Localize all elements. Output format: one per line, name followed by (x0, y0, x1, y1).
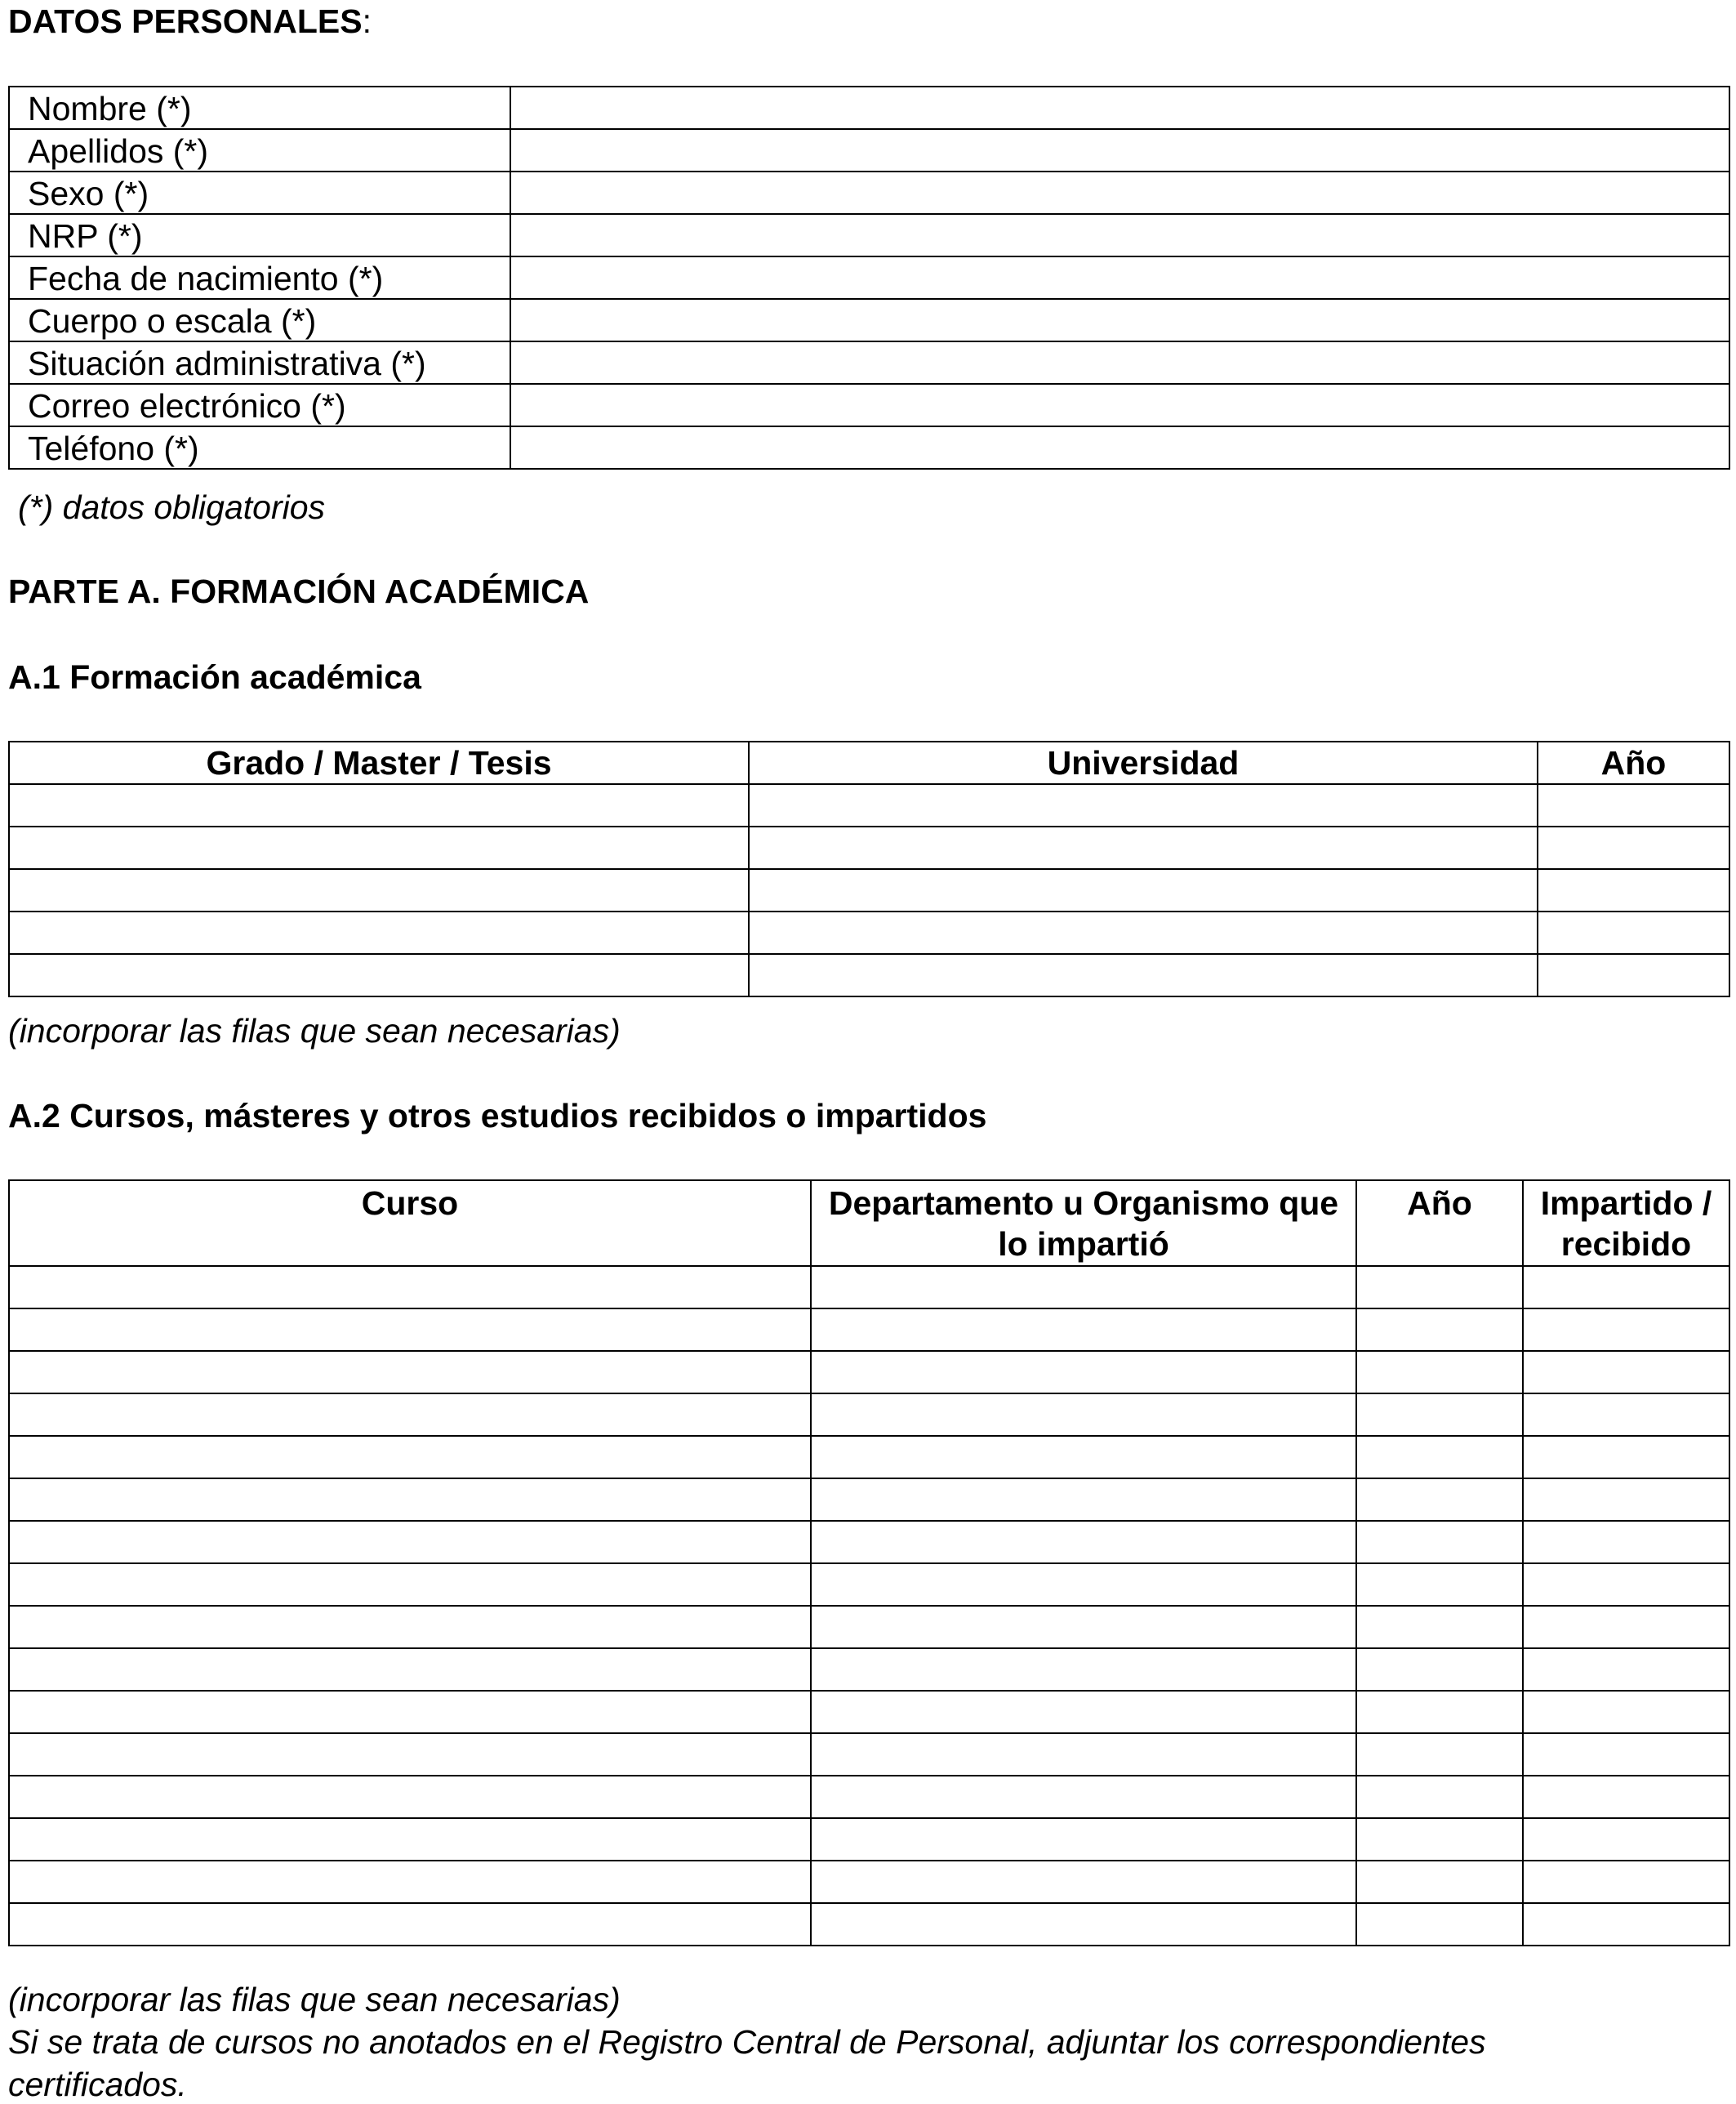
a2-cell-col4[interactable] (1523, 1478, 1729, 1521)
a1-cell-col1[interactable] (9, 784, 749, 827)
a2-cell-col3[interactable] (1356, 1861, 1523, 1903)
a2-cell-col2[interactable] (811, 1521, 1356, 1563)
a2-cell-col4[interactable] (1523, 1393, 1729, 1436)
a1-cell-col2[interactable] (749, 784, 1538, 827)
a2-col-curso: Curso (9, 1180, 811, 1266)
a2-cell-col2[interactable] (811, 1648, 1356, 1691)
field-input-fecha-nacimiento[interactable] (510, 256, 1729, 299)
a2-cell-col2[interactable] (811, 1861, 1356, 1903)
field-label-telefono: Teléfono (*) (9, 426, 510, 469)
a2-cell-col4[interactable] (1523, 1818, 1729, 1861)
field-input-situacion[interactable] (510, 341, 1729, 384)
a1-cell-col1[interactable] (9, 954, 749, 996)
field-input-nombre[interactable] (510, 87, 1729, 129)
a1-cell-col1[interactable] (9, 827, 749, 869)
a2-table-row (9, 1776, 1729, 1818)
a1-table-row (9, 869, 1729, 912)
a1-cell-col3[interactable] (1538, 954, 1729, 996)
a2-cell-col4[interactable] (1523, 1691, 1729, 1733)
personal-data-table (8, 86, 1730, 470)
a2-cell-col2[interactable] (811, 1393, 1356, 1436)
a2-table-row (9, 1563, 1729, 1606)
a1-header-row (9, 742, 1729, 784)
a1-cell-col3[interactable] (1538, 869, 1729, 912)
a2-header-row (9, 1180, 1729, 1266)
a1-cell-col1[interactable] (9, 912, 749, 954)
a2-cell-col2[interactable] (811, 1436, 1356, 1478)
a2-cell-col2[interactable] (811, 1308, 1356, 1351)
a2-table-row (9, 1733, 1729, 1776)
a1-cell-col2[interactable] (749, 954, 1538, 996)
a2-cell-col1[interactable] (9, 1308, 811, 1351)
a1-note: (incorporar las filas que sean necesarias) (8, 1012, 621, 1050)
a1-col-grado: Grado / Master / Tesis (9, 742, 749, 784)
a1-table-row (9, 912, 1729, 954)
a2-cell-col3[interactable] (1356, 1436, 1523, 1478)
a2-cell-col3[interactable] (1356, 1776, 1523, 1818)
a2-cell-col1[interactable] (9, 1691, 811, 1733)
field-label-fecha-nacimiento: Fecha de nacimiento (*) (9, 256, 510, 299)
a2-cell-col1[interactable] (9, 1818, 811, 1861)
a2-table-row (9, 1436, 1729, 1478)
a2-cell-col4[interactable] (1523, 1308, 1729, 1351)
personal-row-cuerpo-escala (9, 299, 1729, 341)
personal-data-heading-colon: : (362, 2, 372, 40)
a1-cell-col2[interactable] (749, 827, 1538, 869)
field-input-cuerpo-escala[interactable] (510, 299, 1729, 341)
a2-cell-col3[interactable] (1356, 1818, 1523, 1861)
a2-table-row (9, 1903, 1729, 1946)
a2-cell-col1[interactable] (9, 1776, 811, 1818)
personal-row-sexo (9, 172, 1729, 214)
field-input-sexo[interactable] (510, 172, 1729, 214)
a1-cell-col3[interactable] (1538, 784, 1729, 827)
a1-col-universidad: Universidad (749, 742, 1538, 784)
a2-cell-col2[interactable] (811, 1478, 1356, 1521)
field-label-apellidos: Apellidos (*) (9, 129, 510, 172)
a2-cell-col2[interactable] (811, 1266, 1356, 1308)
a2-cell-col4[interactable] (1523, 1861, 1729, 1903)
a2-heading: A.2 Cursos, másteres y otros estudios recibidos o impartidos (8, 1097, 987, 1134)
a2-cell-col4[interactable] (1523, 1563, 1729, 1606)
a2-note: (incorporar las filas que sean necesarias) (8, 1981, 621, 2018)
a1-table-row (9, 954, 1729, 996)
a2-cell-col3[interactable] (1356, 1606, 1523, 1648)
personal-data-heading-text: DATOS PERSONALES (8, 2, 363, 40)
a2-cell-col2[interactable] (811, 1691, 1356, 1733)
a2-cell-col3[interactable] (1356, 1266, 1523, 1308)
field-label-correo: Correo electrónico (*) (9, 384, 510, 426)
a2-cell-col3[interactable] (1356, 1308, 1523, 1351)
a1-col-ano: Año (1538, 742, 1729, 784)
field-input-correo[interactable] (510, 384, 1729, 426)
a2-col-ano: Año (1356, 1180, 1523, 1266)
a2-table (8, 1179, 1730, 1946)
a2-cell-col4[interactable] (1523, 1266, 1729, 1308)
a2-cell-col1[interactable] (9, 1436, 811, 1478)
a2-cell-col3[interactable] (1356, 1648, 1523, 1691)
a2-cell-col1[interactable] (9, 1266, 811, 1308)
a1-table (8, 741, 1730, 997)
a2-footnote-line1: Si se trata de cursos no anotados en el Registro Central de Personal, adjuntar los correspondientes (8, 2023, 1486, 2061)
a2-table-row (9, 1606, 1729, 1648)
a2-table-row (9, 1521, 1729, 1563)
field-input-nrp[interactable] (510, 214, 1729, 256)
a2-cell-col3[interactable] (1356, 1393, 1523, 1436)
a2-cell-col1[interactable] (9, 1861, 811, 1903)
a2-cell-col3[interactable] (1356, 1521, 1523, 1563)
a2-cell-col2[interactable] (811, 1818, 1356, 1861)
field-input-telefono[interactable] (510, 426, 1729, 469)
a1-cell-col3[interactable] (1538, 827, 1729, 869)
a2-cell-col1[interactable] (9, 1648, 811, 1691)
a2-cell-col1[interactable] (9, 1606, 811, 1648)
a2-footnote-line2: certificados. (8, 2066, 187, 2103)
a2-cell-col3[interactable] (1356, 1351, 1523, 1393)
a2-cell-col2[interactable] (811, 1903, 1356, 1946)
a2-cell-col2[interactable] (811, 1606, 1356, 1648)
a2-table-row (9, 1691, 1729, 1733)
personal-row-nrp (9, 214, 1729, 256)
a2-table-row (9, 1478, 1729, 1521)
field-label-sexo: Sexo (*) (9, 172, 510, 214)
a2-cell-col1[interactable] (9, 1521, 811, 1563)
personal-data-heading (8, 2, 372, 41)
field-label-nrp: NRP (*) (9, 214, 510, 256)
a2-cell-col4[interactable] (1523, 1351, 1729, 1393)
a2-cell-col3[interactable] (1356, 1563, 1523, 1606)
a2-cell-col2[interactable] (811, 1776, 1356, 1818)
a2-cell-col2[interactable] (811, 1351, 1356, 1393)
a2-col-departamento: Departamento u Organismo que lo impartió (811, 1180, 1356, 1266)
field-label-situacion: Situación administrativa (*) (9, 341, 510, 384)
personal-row-fecha-nacimiento (9, 256, 1729, 299)
a1-cell-col3[interactable] (1538, 912, 1729, 954)
a2-cell-col1[interactable] (9, 1563, 811, 1606)
a2-cell-col3[interactable] (1356, 1733, 1523, 1776)
a1-heading: A.1 Formación académica (8, 658, 421, 696)
field-label-cuerpo-escala: Cuerpo o escala (*) (9, 299, 510, 341)
a2-table-row (9, 1393, 1729, 1436)
a2-table-row (9, 1351, 1729, 1393)
a2-cell-col3[interactable] (1356, 1903, 1523, 1946)
a2-cell-col1[interactable] (9, 1478, 811, 1521)
a2-cell-col4[interactable] (1523, 1521, 1729, 1563)
field-input-apellidos[interactable] (510, 129, 1729, 172)
a2-cell-col1[interactable] (9, 1393, 811, 1436)
a2-table-row (9, 1266, 1729, 1308)
a2-col-impartido: Impartido / recibido (1523, 1180, 1729, 1266)
a2-table-row (9, 1861, 1729, 1903)
a2-cell-col4[interactable] (1523, 1903, 1729, 1946)
a2-cell-col4[interactable] (1523, 1606, 1729, 1648)
a2-cell-col4[interactable] (1523, 1436, 1729, 1478)
personal-row-telefono (9, 426, 1729, 469)
part-a-heading: PARTE A. FORMACIÓN ACADÉMICA (8, 573, 590, 610)
a1-table-row (9, 827, 1729, 869)
a2-table-row (9, 1308, 1729, 1351)
a2-cell-col4[interactable] (1523, 1733, 1729, 1776)
a2-cell-col1[interactable] (9, 1733, 811, 1776)
a2-cell-col3[interactable] (1356, 1691, 1523, 1733)
a2-cell-col1[interactable] (9, 1903, 811, 1946)
personal-row-nombre (9, 87, 1729, 129)
a2-cell-col4[interactable] (1523, 1776, 1729, 1818)
a2-table-row (9, 1648, 1729, 1691)
a1-cell-col1[interactable] (9, 869, 749, 912)
personal-row-correo (9, 384, 1729, 426)
a2-cell-col4[interactable] (1523, 1648, 1729, 1691)
a2-cell-col2[interactable] (811, 1563, 1356, 1606)
a2-cell-col3[interactable] (1356, 1478, 1523, 1521)
a2-cell-col2[interactable] (811, 1733, 1356, 1776)
mandatory-note: (*) datos obligatorios (18, 488, 326, 526)
personal-row-apellidos (9, 129, 1729, 172)
a1-table-row (9, 784, 1729, 827)
a2-table-row (9, 1818, 1729, 1861)
a2-cell-col1[interactable] (9, 1351, 811, 1393)
a1-cell-col2[interactable] (749, 869, 1538, 912)
personal-row-situacion (9, 341, 1729, 384)
a1-cell-col2[interactable] (749, 912, 1538, 954)
field-label-nombre: Nombre (*) (9, 87, 510, 129)
